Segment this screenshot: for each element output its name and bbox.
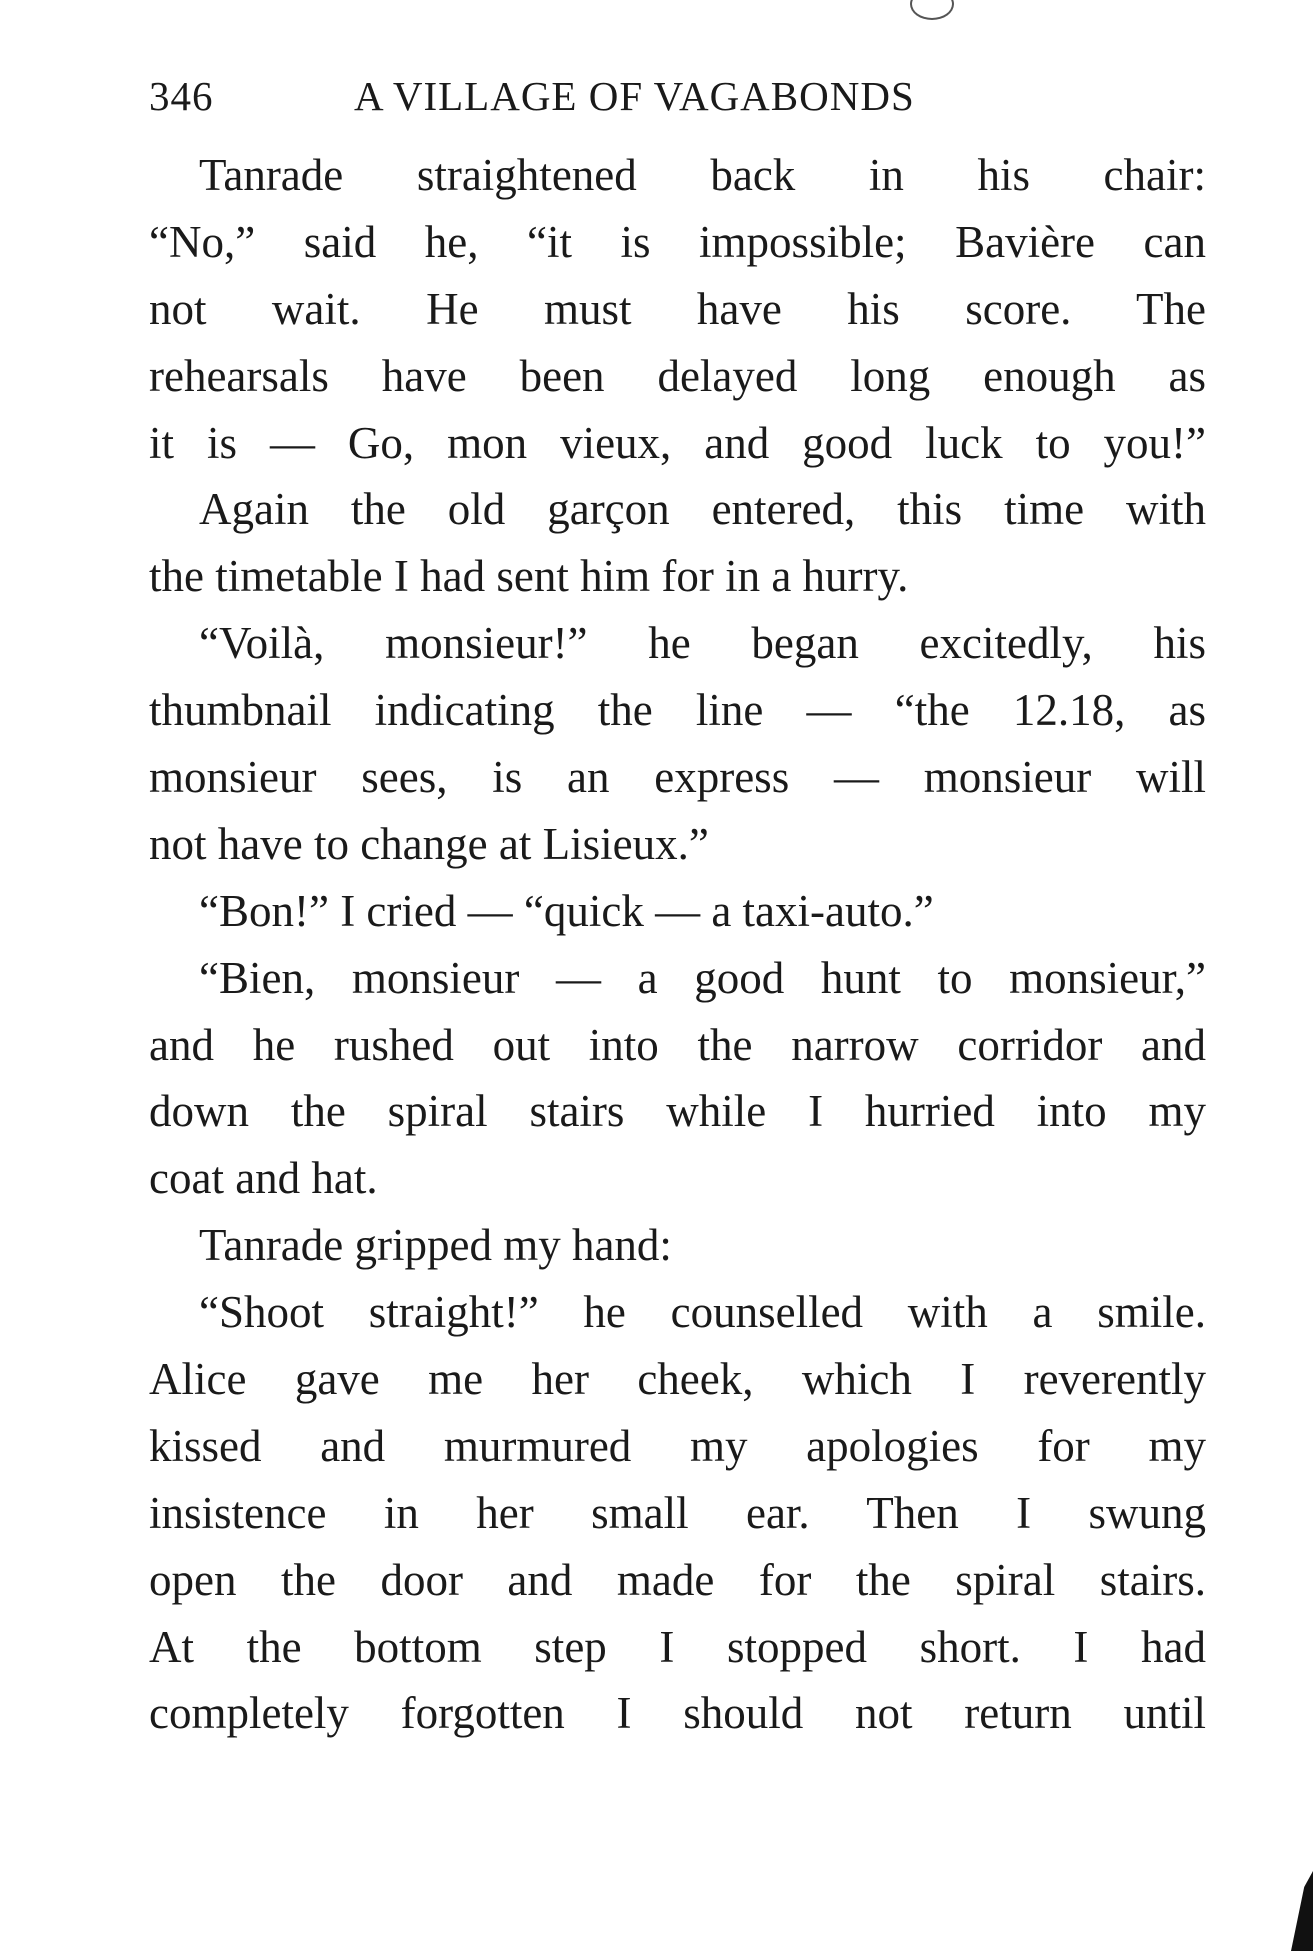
text-line: thumbnail indicating the line — “the 12.18, as: [149, 685, 1206, 736]
text-line: completely forgotten I should not return until: [149, 1688, 1206, 1739]
pencil-mark: [910, 0, 954, 20]
text-line: Tanrade gripped my hand:: [199, 1220, 672, 1271]
running-title: A VILLAGE OF VAGABONDS: [354, 73, 915, 119]
text-line: and he rushed out into the narrow corridor and: [149, 1019, 1206, 1070]
page-header: [149, 72, 1009, 122]
text-line: “Voilà, monsieur!” he began excitedly, his: [199, 618, 1206, 669]
text-line: not have to change at Lisieux.”: [149, 818, 709, 869]
text-line: “Bon!” I cried — “quick — a taxi-auto.”: [199, 885, 934, 936]
text-line: Tanrade straightened back in his chair:: [199, 150, 1206, 200]
text-line: kissed and murmured my apologies for my: [149, 1420, 1206, 1471]
text-line: “No,” said he, “it is impossible; Bavière can: [149, 216, 1206, 267]
text-line: monsieur sees, is an express — monsieur will: [149, 752, 1206, 803]
text-line: the timetable I had sent him for in a hurry.: [149, 551, 909, 602]
text-line: not wait. He must have his score. The: [149, 283, 1206, 334]
body-text: [149, 142, 1206, 1747]
text-line: Alice gave me her cheek, which I reverently: [149, 1354, 1206, 1405]
page-number: 346: [149, 73, 214, 119]
text-line: “Bien, monsieur — a good hunt to monsieur,”: [199, 952, 1206, 1003]
text-line: insistence in her small ear. Then I swung: [149, 1487, 1206, 1538]
ink-blot: [1291, 1871, 1313, 1951]
text-line: rehearsals have been delayed long enough as: [149, 350, 1206, 401]
text-line: At the bottom step I stopped short. I had: [149, 1621, 1206, 1672]
text-line: coat and hat.: [149, 1153, 378, 1204]
text-line: down the spiral stairs while I hurried into my: [149, 1086, 1206, 1137]
text-line: open the door and made for the spiral stairs.: [149, 1554, 1206, 1605]
text-line: it is — Go, mon vieux, and good luck to you!”: [149, 417, 1206, 468]
text-line: “Shoot straight!” he counselled with a smile.: [199, 1287, 1206, 1338]
text-line: Again the old garçon entered, this time with: [199, 484, 1206, 535]
